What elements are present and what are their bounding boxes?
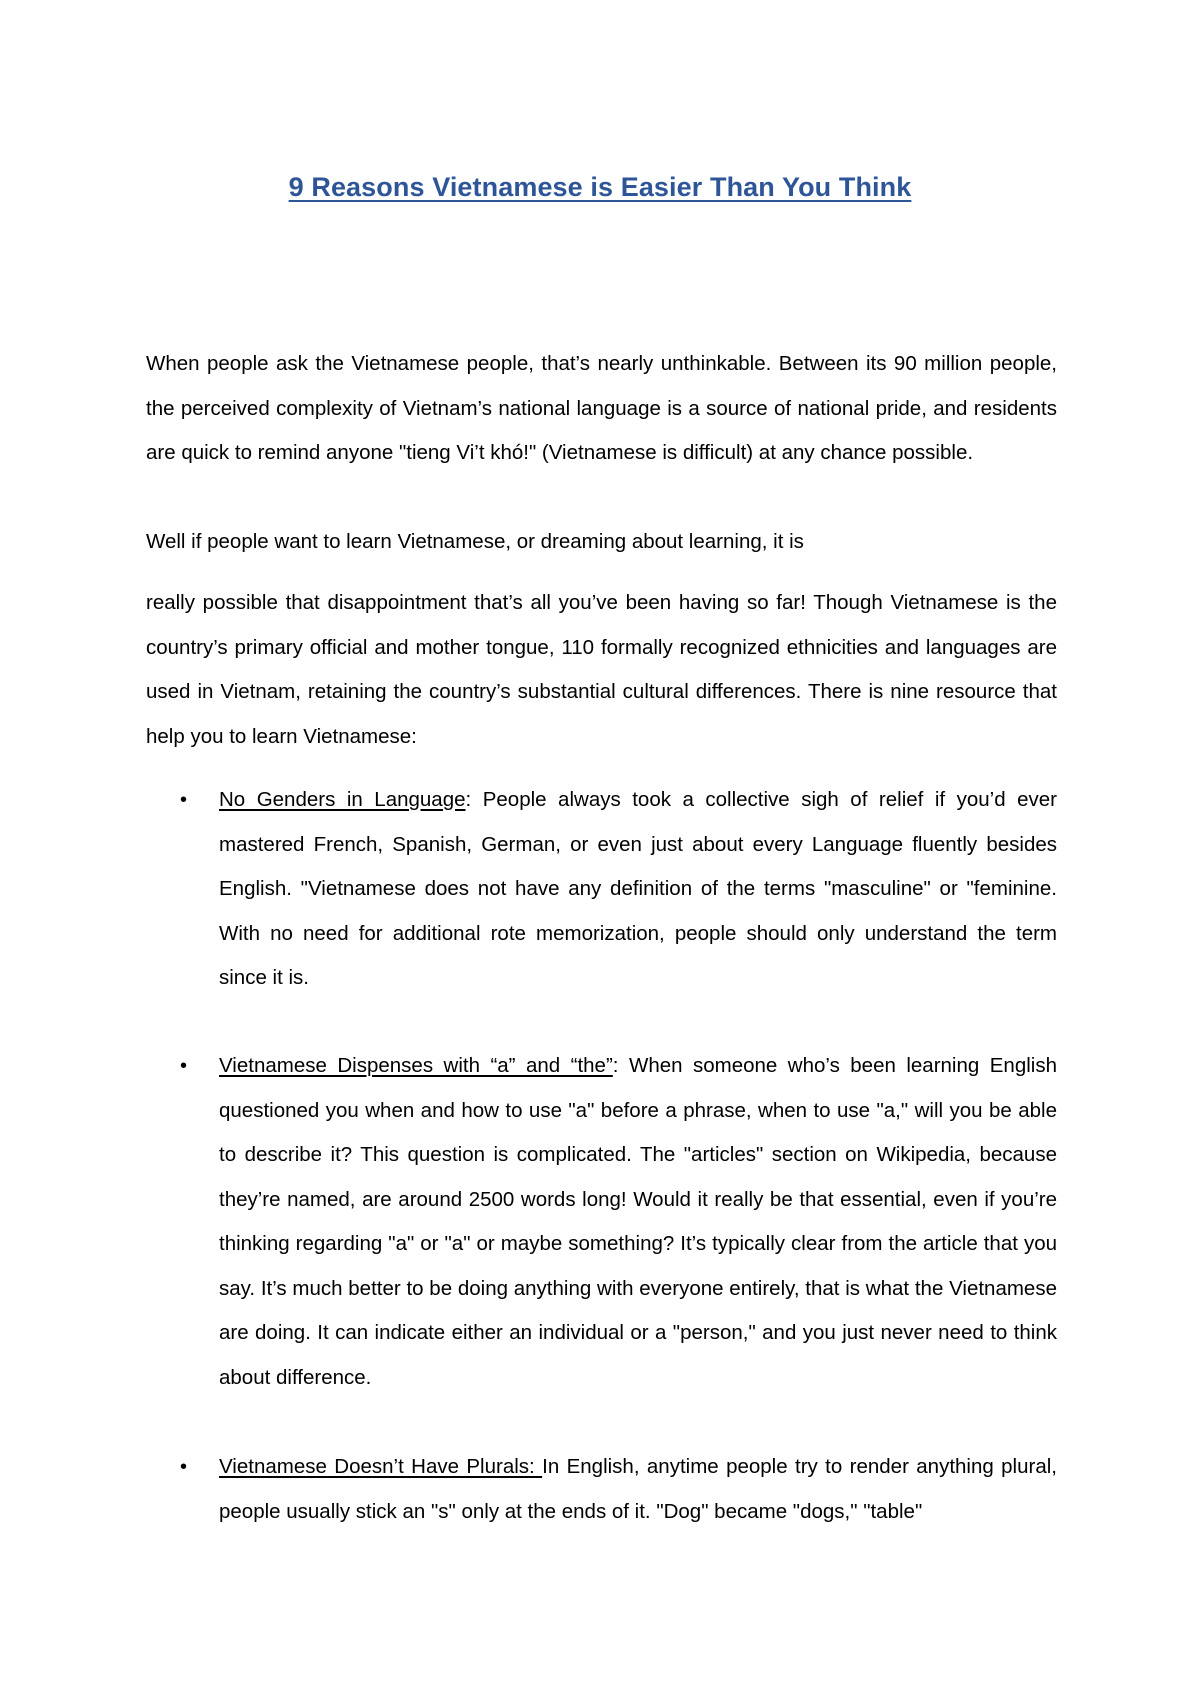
list-item-heading: No Genders in Language (219, 788, 466, 811)
intro-paragraph: When people ask the Vietnamese people, that’s nearly unthinkable. Between its 90 million people, the perceived complexity of Vietnam’s national language is a source of national pride, and residents are quick to remind anyone "tieng Vi’t khó!" (Vietnamese is difficult) at any chance possible. (146, 352, 1057, 464)
bullet-icon: • (180, 1456, 188, 1478)
bullet-icon: • (180, 1055, 188, 1077)
resources-paragraph: really possible that disappointment that’s all you’ve been having so far! Though Vietnamese is the country’s primary official and mother tongue, 110 formally recognized ethnicities and languages are used in Vietnam, retaining the country’s substantial cultural differences. There is nine resource that help you to learn Vietnamese: (146, 591, 1057, 748)
list-item-content (219, 1445, 1057, 1534)
intro-paragraph-last-line: Well if people want to learn Vietnamese, or dreaming about learning, it is (146, 530, 804, 553)
list-item-text: When someone who’s been learning English questioned you when and how to use "a" before a phrase, when to use "a," will you be able to describe it? This question is complicated. The "articles" section on Wikipedia, because they’re named, are around 2500 words long! Would it really be that essential, even if you’re thinking regarding "a" or "a" or maybe something? It’s typically clear from the article that you say. It’s much better to be doing anything with everyone entirely, that is what the Vietnamese are doing. It can indicate either an individual or a "person," and you just never need to think about difference. (219, 1054, 1057, 1389)
list-item-text: In English, anytime people try to render anything plural, people usually stick an "s" only at the ends of it. "Dog" became "dogs," "table" (219, 1455, 1057, 1523)
list-item-separator: : (465, 788, 472, 811)
list-item (146, 1445, 1057, 1534)
list-item-text: People always took a collective sigh of relief if you’d ever mastered French, Spanish, German, or even just about every Language fluently besides English. "Vietnamese does not have any definition of the terms "masculine" or "feminine. With no need for additional rote memorization, people should only understand the term since it is. (219, 788, 1057, 989)
list-item-content (219, 778, 1057, 1001)
list-item-separator: : (612, 1054, 619, 1077)
list-item-heading: Vietnamese Dispenses with “a” and “the” (219, 1054, 613, 1077)
list-item-heading: Vietnamese Doesn’t Have Plurals: (219, 1455, 543, 1478)
bullet-icon: • (180, 789, 188, 811)
list-item-content (219, 1044, 1057, 1400)
list-item (146, 1044, 1057, 1400)
document-title: 9 Reasons Vietnamese is Easier Than You Think (288, 172, 912, 202)
list-item (146, 778, 1057, 1001)
